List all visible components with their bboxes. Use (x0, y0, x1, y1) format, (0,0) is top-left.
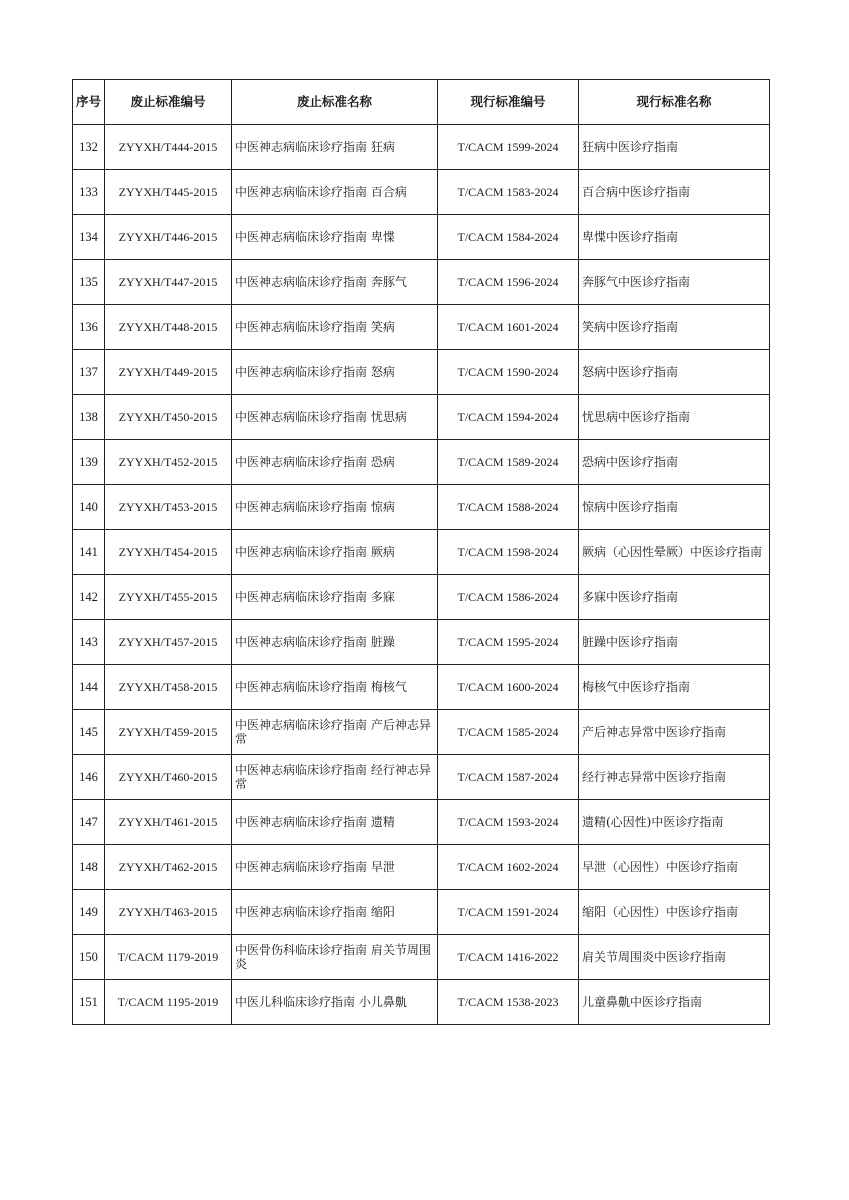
table-row (73, 350, 770, 395)
cell-new-code: T/CACM 1600-2024 (438, 665, 579, 710)
cell-new-name: 怒病中医诊疗指南 (579, 350, 770, 395)
cell-new-name: 遗精(心因性)中医诊疗指南 (579, 800, 770, 845)
table-row (73, 755, 770, 800)
table-row (73, 395, 770, 440)
table-row (73, 845, 770, 890)
cell-old-code: ZYYXH/T460-2015 (105, 755, 232, 800)
cell-old-name: 中医神志病临床诊疗指南 产后神志异常 (232, 710, 438, 755)
cell-new-name: 产后神志异常中医诊疗指南 (579, 710, 770, 755)
cell-new-name: 脏躁中医诊疗指南 (579, 620, 770, 665)
table-row (73, 980, 770, 1025)
cell-old-name: 中医神志病临床诊疗指南 忧思病 (232, 395, 438, 440)
cell-index: 149 (73, 890, 105, 935)
cell-index: 132 (73, 125, 105, 170)
cell-old-code: ZYYXH/T445-2015 (105, 170, 232, 215)
table-row (73, 710, 770, 755)
cell-old-code: T/CACM 1195-2019 (105, 980, 232, 1025)
cell-index: 134 (73, 215, 105, 260)
table-row (73, 530, 770, 575)
cell-old-code: ZYYXH/T462-2015 (105, 845, 232, 890)
cell-index: 146 (73, 755, 105, 800)
cell-new-code: T/CACM 1588-2024 (438, 485, 579, 530)
cell-new-code: T/CACM 1598-2024 (438, 530, 579, 575)
cell-new-code: T/CACM 1586-2024 (438, 575, 579, 620)
cell-new-code: T/CACM 1596-2024 (438, 260, 579, 305)
table-row (73, 800, 770, 845)
header-index: 序号 (73, 80, 105, 125)
cell-old-name: 中医神志病临床诊疗指南 脏躁 (232, 620, 438, 665)
table-row (73, 125, 770, 170)
cell-old-name: 中医神志病临床诊疗指南 多寐 (232, 575, 438, 620)
header-old-code: 废止标准编号 (105, 80, 232, 125)
cell-new-code: T/CACM 1594-2024 (438, 395, 579, 440)
cell-old-code: ZYYXH/T455-2015 (105, 575, 232, 620)
cell-old-code: ZYYXH/T448-2015 (105, 305, 232, 350)
cell-index: 133 (73, 170, 105, 215)
cell-old-name: 中医神志病临床诊疗指南 厥病 (232, 530, 438, 575)
cell-old-code: ZYYXH/T446-2015 (105, 215, 232, 260)
cell-index: 140 (73, 485, 105, 530)
cell-index: 150 (73, 935, 105, 980)
cell-old-name: 中医神志病临床诊疗指南 缩阳 (232, 890, 438, 935)
table-row (73, 215, 770, 260)
cell-index: 143 (73, 620, 105, 665)
cell-new-name: 忧思病中医诊疗指南 (579, 395, 770, 440)
cell-old-name: 中医神志病临床诊疗指南 经行神志异常 (232, 755, 438, 800)
cell-new-code: T/CACM 1583-2024 (438, 170, 579, 215)
cell-index: 151 (73, 980, 105, 1025)
cell-new-code: T/CACM 1584-2024 (438, 215, 579, 260)
cell-new-name: 狂病中医诊疗指南 (579, 125, 770, 170)
cell-index: 137 (73, 350, 105, 395)
cell-index: 138 (73, 395, 105, 440)
cell-old-name: 中医神志病临床诊疗指南 恐病 (232, 440, 438, 485)
cell-new-name: 奔豚气中医诊疗指南 (579, 260, 770, 305)
cell-new-code: T/CACM 1587-2024 (438, 755, 579, 800)
cell-old-code: ZYYXH/T444-2015 (105, 125, 232, 170)
cell-old-code: ZYYXH/T452-2015 (105, 440, 232, 485)
cell-new-name: 肩关节周围炎中医诊疗指南 (579, 935, 770, 980)
cell-old-name: 中医神志病临床诊疗指南 惊病 (232, 485, 438, 530)
table-row (73, 665, 770, 710)
cell-new-code: T/CACM 1590-2024 (438, 350, 579, 395)
table-row (73, 170, 770, 215)
cell-index: 148 (73, 845, 105, 890)
cell-new-code: T/CACM 1538-2023 (438, 980, 579, 1025)
cell-new-code: T/CACM 1416-2022 (438, 935, 579, 980)
cell-new-code: T/CACM 1593-2024 (438, 800, 579, 845)
table-row (73, 440, 770, 485)
cell-old-name: 中医神志病临床诊疗指南 卑惵 (232, 215, 438, 260)
cell-old-code: ZYYXH/T459-2015 (105, 710, 232, 755)
table-body (73, 125, 770, 1025)
header-new-name: 现行标准名称 (579, 80, 770, 125)
cell-old-code: ZYYXH/T461-2015 (105, 800, 232, 845)
cell-new-name: 儿童鼻鼽中医诊疗指南 (579, 980, 770, 1025)
cell-old-name: 中医神志病临床诊疗指南 笑病 (232, 305, 438, 350)
header-new-code: 现行标准编号 (438, 80, 579, 125)
cell-index: 141 (73, 530, 105, 575)
cell-new-code: T/CACM 1595-2024 (438, 620, 579, 665)
cell-old-code: ZYYXH/T458-2015 (105, 665, 232, 710)
cell-old-code: ZYYXH/T450-2015 (105, 395, 232, 440)
cell-new-name: 梅核气中医诊疗指南 (579, 665, 770, 710)
cell-new-name: 笑病中医诊疗指南 (579, 305, 770, 350)
cell-index: 135 (73, 260, 105, 305)
standards-table (72, 79, 770, 1025)
cell-new-name: 经行神志异常中医诊疗指南 (579, 755, 770, 800)
cell-old-code: ZYYXH/T454-2015 (105, 530, 232, 575)
cell-new-code: T/CACM 1585-2024 (438, 710, 579, 755)
header-old-name: 废止标准名称 (232, 80, 438, 125)
cell-old-code: T/CACM 1179-2019 (105, 935, 232, 980)
cell-new-code: T/CACM 1589-2024 (438, 440, 579, 485)
table-row (73, 620, 770, 665)
cell-new-code: T/CACM 1602-2024 (438, 845, 579, 890)
cell-index: 136 (73, 305, 105, 350)
table-row (73, 305, 770, 350)
cell-old-code: ZYYXH/T463-2015 (105, 890, 232, 935)
cell-new-name: 缩阳（心因性）中医诊疗指南 (579, 890, 770, 935)
cell-new-code: T/CACM 1591-2024 (438, 890, 579, 935)
cell-index: 144 (73, 665, 105, 710)
cell-index: 139 (73, 440, 105, 485)
cell-old-name: 中医儿科临床诊疗指南 小儿鼻鼽 (232, 980, 438, 1025)
cell-new-name: 早泄（心因性）中医诊疗指南 (579, 845, 770, 890)
cell-index: 142 (73, 575, 105, 620)
cell-old-name: 中医骨伤科临床诊疗指南 肩关节周围炎 (232, 935, 438, 980)
cell-new-name: 百合病中医诊疗指南 (579, 170, 770, 215)
table-header (73, 80, 770, 125)
table-row (73, 260, 770, 305)
table-row (73, 935, 770, 980)
table-row (73, 485, 770, 530)
cell-old-code: ZYYXH/T449-2015 (105, 350, 232, 395)
cell-old-name: 中医神志病临床诊疗指南 怒病 (232, 350, 438, 395)
cell-new-name: 恐病中医诊疗指南 (579, 440, 770, 485)
cell-old-name: 中医神志病临床诊疗指南 早泄 (232, 845, 438, 890)
cell-old-name: 中医神志病临床诊疗指南 梅核气 (232, 665, 438, 710)
cell-index: 145 (73, 710, 105, 755)
cell-index: 147 (73, 800, 105, 845)
cell-new-name: 多寐中医诊疗指南 (579, 575, 770, 620)
table-row (73, 890, 770, 935)
cell-old-name: 中医神志病临床诊疗指南 狂病 (232, 125, 438, 170)
table-row (73, 575, 770, 620)
cell-new-name: 厥病（心因性晕厥）中医诊疗指南 (579, 530, 770, 575)
cell-old-code: ZYYXH/T453-2015 (105, 485, 232, 530)
cell-old-name: 中医神志病临床诊疗指南 百合病 (232, 170, 438, 215)
cell-old-name: 中医神志病临床诊疗指南 遗精 (232, 800, 438, 845)
header-row (73, 80, 770, 125)
cell-old-code: ZYYXH/T457-2015 (105, 620, 232, 665)
cell-new-name: 卑惵中医诊疗指南 (579, 215, 770, 260)
cell-old-code: ZYYXH/T447-2015 (105, 260, 232, 305)
cell-new-name: 惊病中医诊疗指南 (579, 485, 770, 530)
cell-old-name: 中医神志病临床诊疗指南 奔豚气 (232, 260, 438, 305)
cell-new-code: T/CACM 1599-2024 (438, 125, 579, 170)
cell-new-code: T/CACM 1601-2024 (438, 305, 579, 350)
